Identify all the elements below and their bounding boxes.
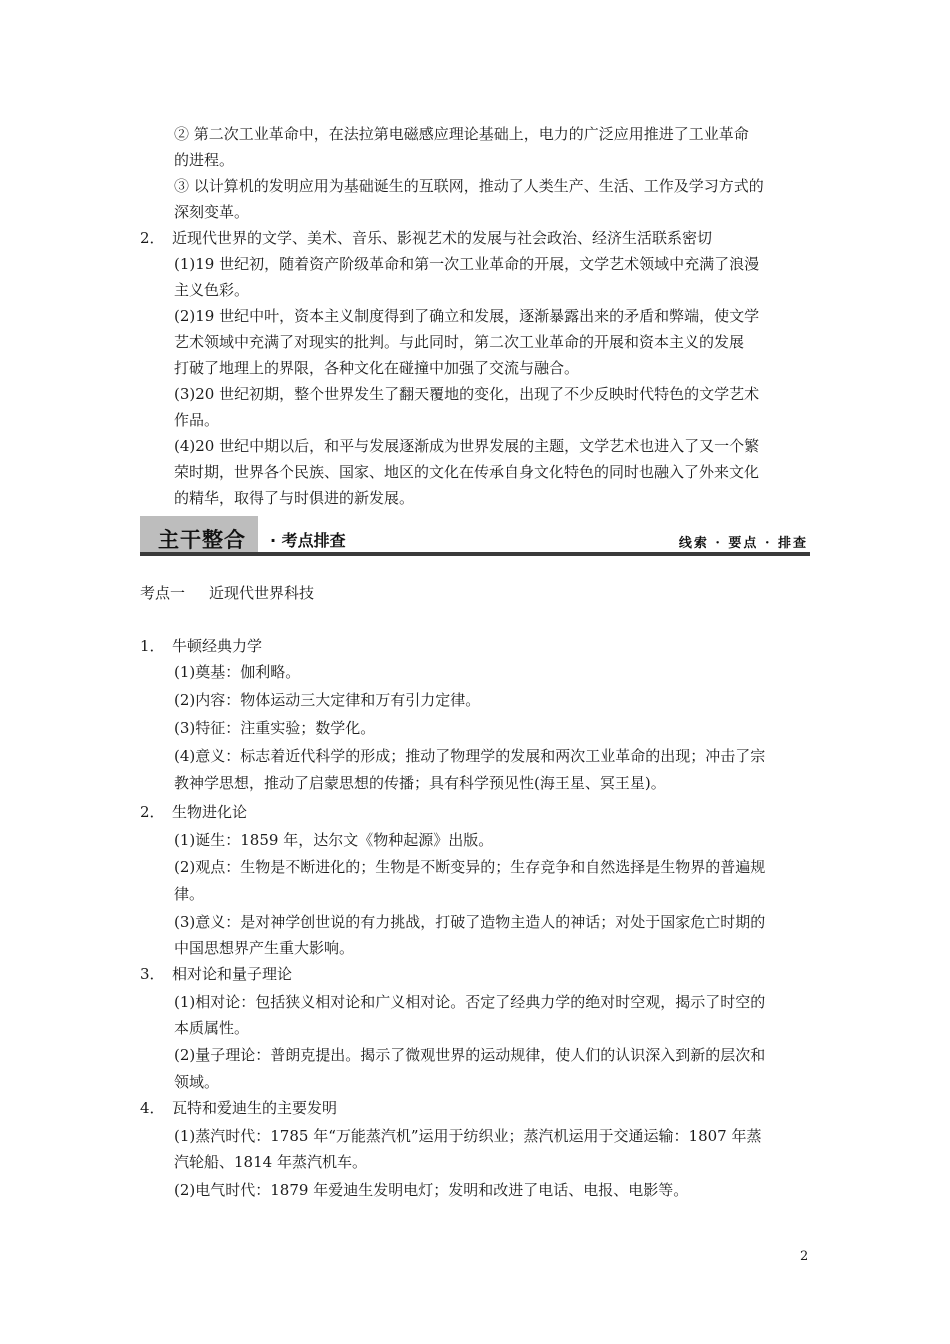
banner-right-label: 线索 · 要点 · 排查	[678, 536, 808, 551]
text-line: (1)奠基：伽利略。	[174, 663, 301, 681]
text-line: 深刻变革。	[174, 203, 250, 221]
section-label: 考点一	[140, 584, 186, 602]
text-line: (4)意义：标志着近代科学的形成；推动了物理学的发展和两次工业革命的出现；冲击了宗	[174, 747, 766, 765]
text-line: (2)量子理论：普朗克提出。揭示了微观世界的运动规律，使人们的认识深入到新的层次和	[174, 1046, 766, 1064]
section-title: 近现代世界科技	[209, 584, 315, 602]
text-line: 律。	[174, 885, 205, 903]
page-number: 2	[800, 1249, 809, 1264]
text-line: (1)诞生：1859 年，达尔文《物种起源》出版。	[174, 831, 494, 849]
text-line: 教神学思想，推动了启蒙思想的传播；具有科学预见性(海王星、冥王星)。	[174, 774, 666, 792]
text-line: (1)相对论：包括狭义相对论和广义相对论。否定了经典力学的绝对时空观，揭示了时空的	[174, 993, 766, 1011]
text-line: (1)19 世纪初，随着资产阶级革命和第一次工业革命的开展，文学艺术领域中充满了浪漫	[174, 255, 760, 273]
list-heading: 近现代世界的文学、美术、音乐、影视艺术的发展与社会政治、经济生活联系密切	[172, 229, 713, 247]
text-line: 领域。	[174, 1073, 220, 1091]
text-line: 的精华，取得了与时俱进的新发展。	[174, 489, 415, 507]
banner-subtitle: 考点排查	[281, 531, 346, 550]
banner-dot: ·	[270, 531, 277, 550]
text-line: (4)20 世纪中期以后，和平与发展逐渐成为世界发展的主题，文学艺术也进入了又一个繁	[174, 437, 760, 455]
text-line: 中国思想界产生重大影响。	[174, 939, 355, 957]
text-line: (2)观点：生物是不断进化的；生物是不断变异的；生存竞争和自然选择是生物界的普遍规	[174, 858, 766, 876]
text-line: 的进程。	[174, 151, 235, 169]
text-line: 打破了地理上的界限，各种文化在碰撞中加强了交流与融合。	[174, 359, 580, 377]
list-number: 2．	[140, 229, 165, 247]
text-line: (1)蒸汽时代：1785 年“万能蒸汽机”运用于纺织业；蒸汽机运用于交通运输：1807 年蒸	[174, 1127, 762, 1145]
text-line: 荣时期，世界各个民族、国家、地区的文化在传承自身文化特色的同时也融入了外来文化	[174, 463, 760, 481]
text-line: 本质属性。	[174, 1019, 250, 1037]
text-line: (3)20 世纪初期，整个世界发生了翻天覆地的变化，出现了不少反映时代特色的文学艺术	[174, 385, 760, 403]
text-line: (3)意义：是对神学创世说的有力挑战，打破了造物主造人的神话；对处于国家危亡时期的	[174, 913, 766, 931]
text-line: 艺术领域中充满了对现实的批判。与此同时，第二次工业革命的开展和资本主义的发展	[174, 333, 745, 351]
text-line: (2)19 世纪中叶，资本主义制度得到了确立和发展，逐渐暴露出来的矛盾和弊端，使文学	[174, 307, 760, 325]
text-line: 汽轮船、1814 年蒸汽机车。	[174, 1153, 367, 1171]
list-heading: 瓦特和爱迪生的主要发明	[172, 1099, 338, 1117]
text-line: (2)电气时代：1879 年爱迪生发明电灯；发明和改进了电话、电报、电影等。	[174, 1181, 689, 1199]
list-number: 4．	[140, 1099, 165, 1117]
list-heading: 相对论和量子理论	[172, 965, 293, 983]
text-line: (2)内容：物体运动三大定律和万有引力定律。	[174, 691, 481, 709]
list-heading: 牛顿经典力学	[172, 637, 263, 655]
text-line: 作品。	[174, 411, 220, 429]
list-heading: 生物进化论	[172, 803, 248, 821]
list-number: 3．	[140, 965, 165, 983]
list-number: 1．	[140, 637, 165, 655]
banner-subtitle-wrap	[270, 528, 346, 551]
text-line: ② 第二次工业革命中，在法拉第电磁感应理论基础上，电力的广泛应用推进了工业革命	[174, 125, 749, 143]
text-line: (3)特征：注重实验；数学化。	[174, 719, 376, 737]
section-heading	[140, 583, 314, 603]
banner-title: 主干整合	[158, 528, 246, 552]
list-number: 2．	[140, 803, 165, 821]
section-banner	[140, 512, 810, 556]
text-line: 主义色彩。	[174, 281, 250, 299]
text-line: ③ 以计算机的发明应用为基础诞生的互联网，推动了人类生产、生活、工作及学习方式的	[174, 177, 764, 195]
